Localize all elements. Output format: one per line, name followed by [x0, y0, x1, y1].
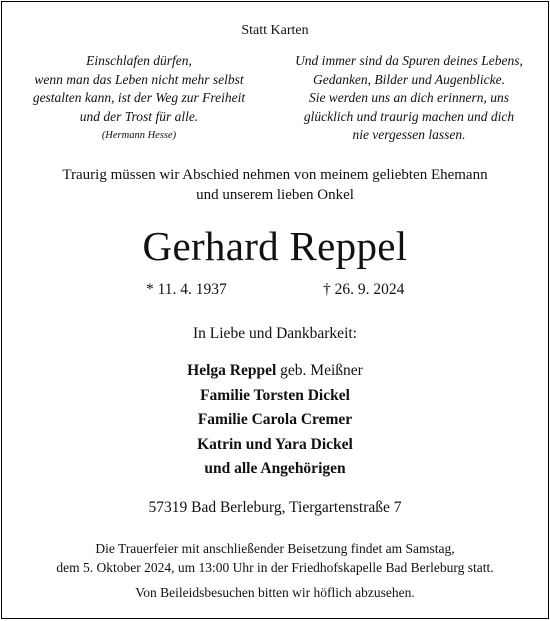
quote-left-line: wenn man das Leben nicht mehr selbst — [34, 71, 244, 87]
quote-right-line: glücklich und traurig machen und dich — [303, 108, 515, 124]
quote-right-line: Gedanken, Bilder und Augenblicke. — [312, 71, 506, 87]
address: 57319 Bad Berleburg, Tiergartenstraße 7 — [148, 499, 402, 516]
quote-left-line: gestalten kann, ist der Weg zur Freiheit — [32, 90, 246, 105]
family-name-suffix: geb. Meißner — [276, 362, 363, 379]
intro-line: und unserem lieben Onkel — [196, 187, 354, 203]
family-row — [2, 359, 548, 384]
quote-right-line: Und immer sind da Spuren deines Lebens, — [295, 53, 523, 68]
death-date: † 26. 9. 2024 — [323, 281, 405, 298]
quote-right-line: Sie werden uns an dich erinnern, uns — [308, 90, 510, 105]
deceased-name: Gerhard Reppel — [142, 223, 408, 269]
obituary-notice — [1, 1, 549, 619]
intro-text — [2, 165, 548, 205]
quote-right-line: nie vergessen lassen. — [352, 127, 466, 142]
family-name-bold: Helga Reppel — [187, 362, 277, 379]
family-row: Katrin und Yara Dickel — [197, 435, 353, 453]
intro-line: Traurig müssen wir Abschied nehmen von meinem geliebten Ehemann — [62, 167, 488, 183]
quote-left-line: Einschlafen dürfen, — [86, 53, 192, 68]
birth-date: * 11. 4. 1937 — [146, 281, 227, 298]
quote-left — [14, 52, 264, 146]
funeral-info — [2, 539, 548, 577]
family-row: und alle Angehörigen — [204, 460, 346, 477]
header-statt-karten: Statt Karten — [241, 23, 309, 38]
condolence-note: Von Beileidsbesuchen bitten wir höflich abzusehen. — [135, 585, 415, 600]
quote-right — [284, 52, 534, 145]
family-row: Familie Torsten Dickel — [200, 386, 350, 404]
funeral-info-line: Die Trauerfeier mit anschließender Beisetzung findet am Samstag, — [95, 541, 455, 556]
family-row: Familie Carola Cremer — [197, 411, 353, 428]
quote-author: (Hermann Hesse) — [101, 130, 177, 141]
funeral-info-line: dem 5. Oktober 2024, um 13:00 Uhr in der Friedhofskapelle Bad Berleburg statt. — [56, 560, 494, 575]
quote-left-line: und der Trost für alle. — [79, 108, 199, 124]
family-list — [2, 359, 548, 482]
closing-text: In Liebe und Dankbarkeit: — [193, 325, 357, 342]
